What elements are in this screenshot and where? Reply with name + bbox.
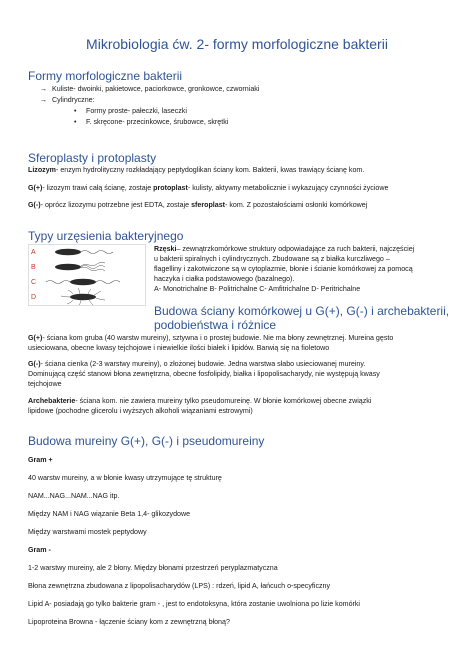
diagram-label-d: D	[31, 294, 37, 301]
page-title: Mikrobiologia ćw. 2- formy morfologiczne bakterii	[86, 36, 388, 52]
paragraph-line: A- Monotrichalne B- Politrichalne C- Amfitrichalne D- Peritrichalne	[154, 285, 361, 293]
diagram-label-b: B	[31, 264, 36, 271]
section-heading-cell-wall-cont: podobieństwa i różnice	[154, 318, 277, 332]
paragraph-line: Między NAM i NAG wiązanie Beta 1,4- glikozydowe	[28, 510, 191, 518]
section-heading-spheroplasts: Sferoplasty i protoplasty	[28, 151, 157, 165]
paragraph-line: G(-)- ściana cienka (2-3 warstwy mureiny), o złożonej budowie. Jedna warstwa słabo usieciowanej mureiny.	[28, 360, 366, 368]
paragraph-line: 40 warstw mureiny, a w błonie kwasy utrzymujące tę strukturę	[28, 474, 222, 482]
paragraph-line: Rzęski– zewnątrzkomórkowe struktury odpowiadające za ruch bakterii, najczęściej	[154, 245, 415, 253]
flagella-types-diagram	[28, 244, 146, 306]
bacterium-cell-c	[70, 279, 96, 285]
paragraph: G(+)- lizozym trawi całą ścianę, zostaje protoplast- kulisty, aktywny metabolicznie i wykazujący czynności życiowe	[28, 184, 389, 192]
paragraph-line: Dominującą część stanowi błona zewnętrzna, obecne fosfolipidy, białka i lipopolisacharydy, nie występują kwasy	[28, 370, 380, 378]
paragraph-line: NAM...NAG...NAM...NAG itp.	[28, 492, 120, 500]
paragraph-line: u bakterii spiralnych i cylindrycznych. Zbudowane są z białka kurczliwego –	[154, 255, 390, 263]
bullet-icon: •	[74, 118, 77, 126]
section-heading-cell-wall: Budowa ściany komórkowej u G(+), G(-) i archebakterii,	[154, 304, 450, 318]
bacterium-cell-d	[70, 294, 96, 300]
paragraph: Lizozym- enzym hydrolityczny rozkładający peptydoglikan ściany kom. Bakterii, kwas trawiący ścianę kom.	[28, 166, 365, 174]
paragraph-line: flagelliny i zakotwiczone są w cytoplazmie, błonie i ścianie komórkowej za pomocą	[154, 265, 413, 273]
bacterium-cell-b	[55, 264, 81, 270]
bacterium-cell-a	[55, 249, 81, 255]
paragraph-line: lipidowe (pochodne glicerolu i wyższych alkoholi wiązaniami estrowymi)	[28, 407, 253, 415]
diagram-label-a: A	[31, 249, 36, 256]
paragraph-line: Archebakterie- ściana kom. nie zawiera mureiny tylko pseudomureinę. W błonie komórkowej obecne związki	[28, 397, 372, 405]
list-item: → Kuliste- dwoinki, pakietowce, paciorkowce, gronkowce, czworniaki	[40, 85, 260, 93]
paragraph-line: 1-2 warstwy mureiny, ale 2 błony. Między błonami przestrzeń peryplazmatyczna	[28, 564, 278, 572]
list-item: → Cylindryczne:	[40, 96, 95, 104]
subheading-gram-positive: Gram +	[28, 456, 53, 464]
diagram-label-c: C	[31, 279, 37, 286]
bullet-icon: •	[74, 107, 77, 115]
paragraph-line: Lipid A- posiadają go tylko bakterie gram - , jest to endotoksyna, która zostanie uwolniona po lizie komórki	[28, 600, 361, 608]
paragraph-line: tejchojowe	[28, 380, 62, 388]
section-heading-forms: Formy morfologiczne bakterii	[28, 69, 183, 83]
subheading-gram-negative: Gram -	[28, 546, 51, 554]
paragraph-line: usieciowana, obecne kwasy tejchojowe i niewielkie ilości białek i lipidów. Barwią się na fioletowo	[28, 344, 330, 352]
paragraph-line: G(+)- ściana kom gruba (40 warstw mureiny), sztywna i o prostej budowie. Nie ma błony zewnętrznej. Mureina gęsto	[28, 334, 394, 342]
arrow-bullet-icon: →	[40, 96, 48, 104]
section-heading-murein: Budowa mureiny G(+), G(-) i pseudomureiny	[28, 434, 265, 448]
sub-list-item: • Formy proste- pałeczki, laseczki	[74, 107, 187, 115]
paragraph-line: Błona zewnętrzna zbudowana z lipopolisacharydów (LPS) : rdzeń, lipid A, łańcuch o-specyficzny	[28, 582, 331, 590]
arrow-bullet-icon: →	[40, 85, 48, 93]
paragraph: G(-)- oprócz lizozymu potrzebne jest EDTA, zostaje sferoplast- kom. Z pozostałościami osłonki komórkowej	[28, 201, 368, 209]
sub-list-item: • F. skręcone- przecinkowce, śrubowce, skrętki	[74, 118, 229, 126]
section-heading-flagella: Typy urzęsienia bakteryjnego	[28, 229, 184, 243]
paragraph-line: haczyka i ciałka podstawowego (bazalnego).	[154, 275, 295, 283]
paragraph-line: Lipoproteina Browna - łączenie ściany kom z zewnętrzną błoną?	[28, 618, 230, 626]
paragraph-line: Między warstwami mostek peptydowy	[28, 528, 147, 536]
